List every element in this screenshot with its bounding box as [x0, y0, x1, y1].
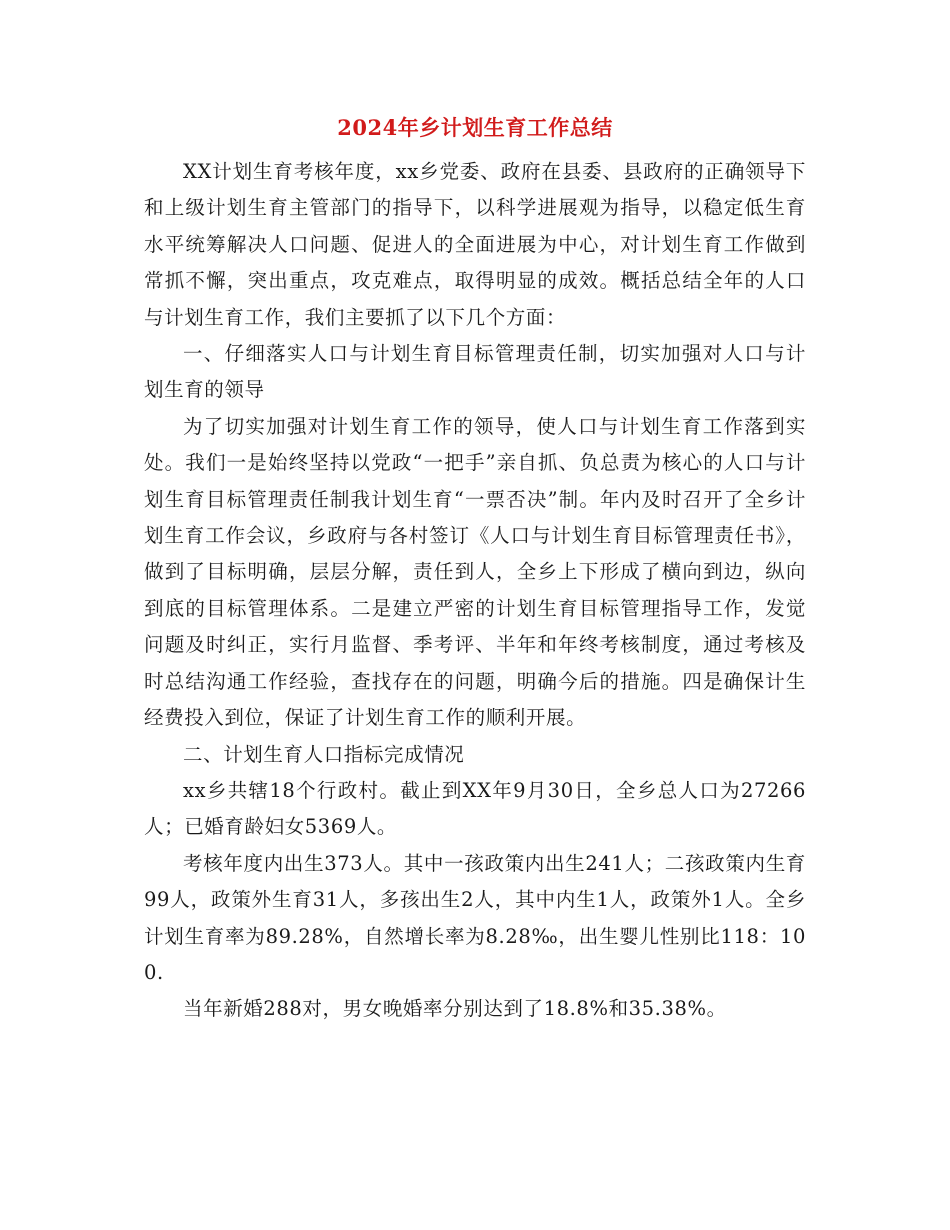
- paragraph-population: xx乡共辖18个行政村。截止到XX年9月30日，全乡总人口为27266人；已婚育龄妇女5369人。: [144, 778, 806, 839]
- paragraph-heading-1: 一、仔细落实人口与计划生育目标管理责任制，切实加强对人口与计划生育的领导: [144, 342, 806, 402]
- paragraph-marriages: 当年新婚288对，男女晚婚率分别达到了18.8%和35.38%。: [183, 997, 727, 1021]
- paragraph-intro: XX计划生育考核年度，xx乡党委、政府在县委、县政府的正确领导下和上级计划生育主管部门的指导下，以科学进展观为指导，以稳定低生育水平统筹解决人口问题、促进人的全面进展为中心，对计划生育工作做到常抓不懈，突出重点，攻克难点，取得明显的成效。概括总结全年的人口与计划生育工作，我们主要抓了以下几个方面：: [144, 160, 806, 329]
- paragraph-births: 考核年度内出生373人。其中一孩政策内出生241人；二孩政策内生育99人，政策外生育31人，多孩出生2人，其中内生1人，政策外1人。全乡计划生育率为89.28%，自然增长率为8.28‰，出生婴儿性别比118：100.: [144, 851, 806, 984]
- paragraph-heading-2: 二、计划生育人口指标完成情况: [183, 742, 465, 766]
- document-title: 2024年乡计划生育工作总结: [337, 115, 613, 140]
- paragraph-responsibility: 为了切实加强对计划生育工作的领导，使人口与计划生育工作落到实处。我们一是始终坚持以党政“一把手”亲自抓、负总责为核心的人口与计划生育目标管理责任制我计划生育“一票否决”制。年内及时召开了全乡计划生育工作会议，乡政府与各村签订《人口与计划生育目标管理责任书》，做到了目标明确，层层分解，责任到人，全乡上下形成了横向到边，纵向到底的目标管理体系。二是建立严密的计划生育目标管理指导工作，发觉问题及时纠正，实行月监督、季考评、半年和年终考核制度，通过考核及时总结沟通工作经验，查找存在的问题，明确今后的措施。四是确保计生经费投入到位，保证了计划生育工作的顺利开展。: [144, 414, 806, 730]
- document-page: [144, 110, 806, 1028]
